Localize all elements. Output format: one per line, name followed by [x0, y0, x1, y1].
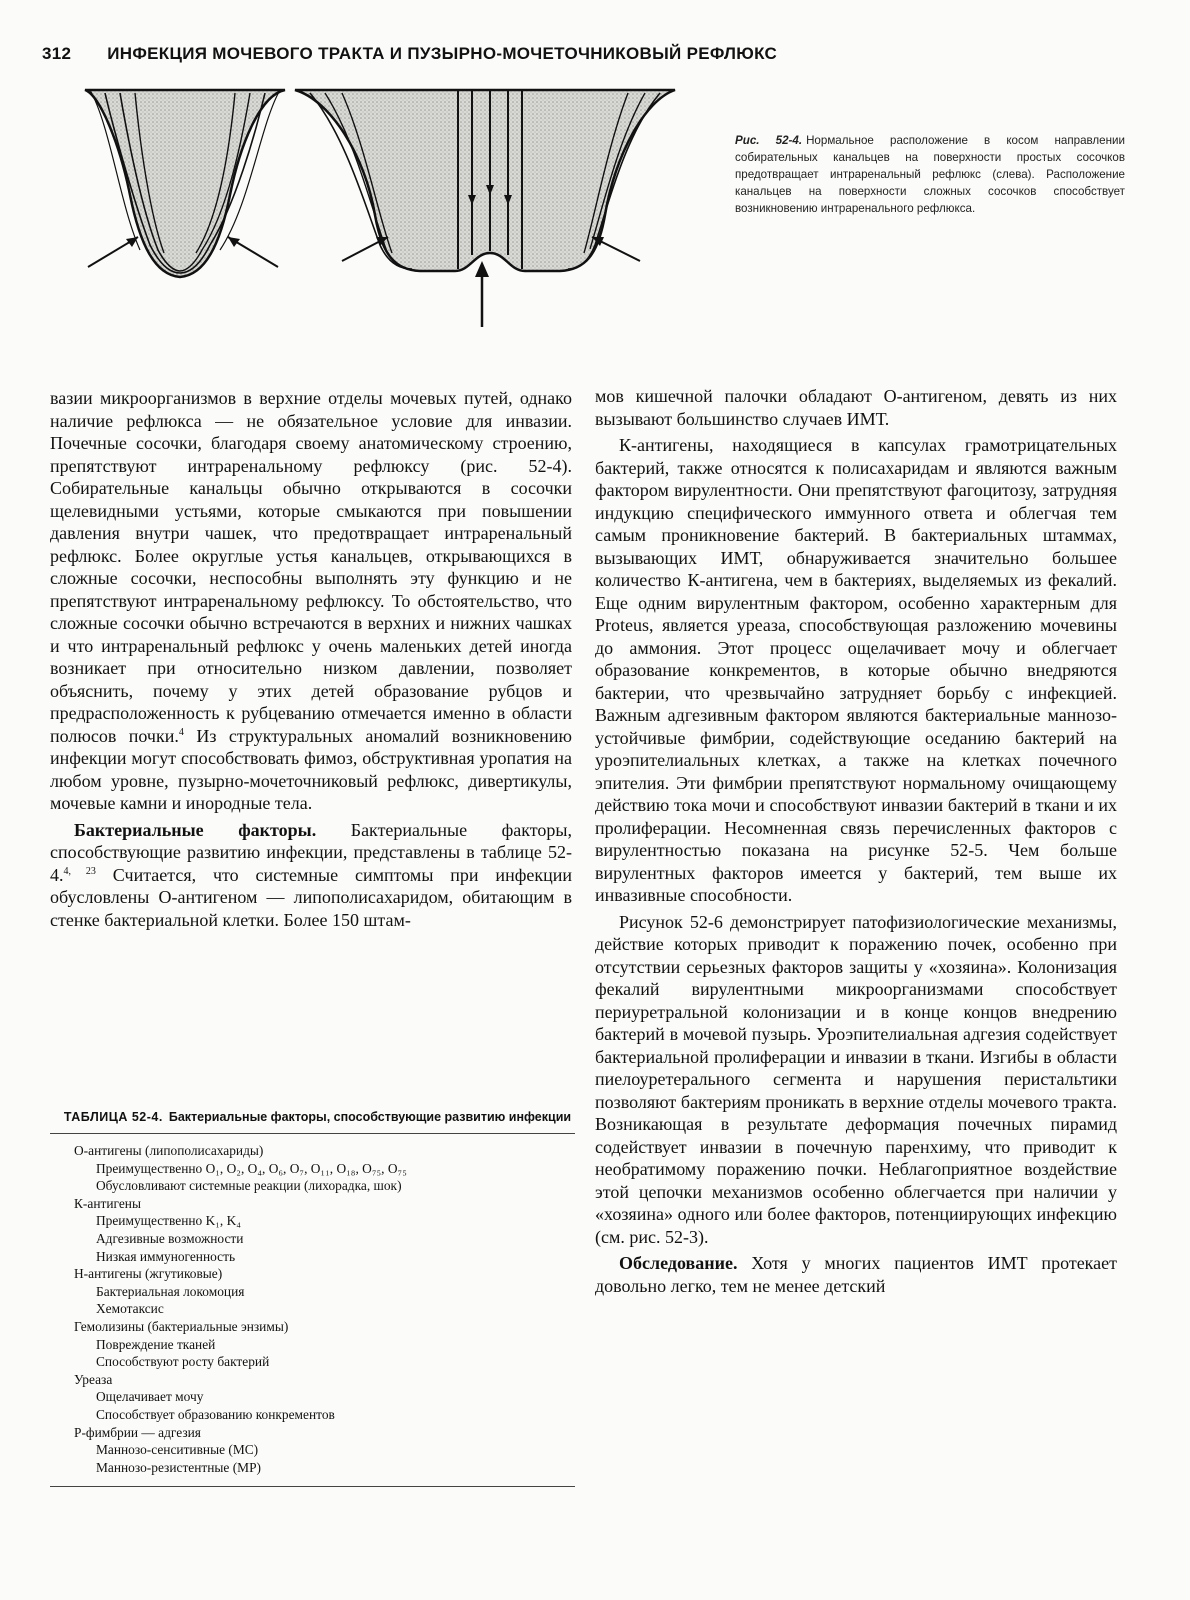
left-paragraph-1b-text: Из структуральных аномалий возникновению инфекции могут способствовать фимоз, обструктивная уропатия на любом уровне, пузырно-мочеточниковый рефлюкс, дивертикулы, мочевые камни и инородные тела.	[50, 725, 572, 813]
table-top-rule	[50, 1133, 575, 1134]
table-sub-row: Маннозо-резистентные (МР)	[96, 1459, 261, 1475]
right-paragraph-3: Рисунок 52-6 демонстрирует патофизиологические механизмы, действие которых приводит к поражению почек, особенно при отсутствии серьезных факторов защиты у «хозяина». Колонизация фекалий вирулентными микроорганизмами способствует периуретральной колонизации и в конце концов внедрению бактерий в мочевой пузырь. Уроэпителиальная адгезия содействует бактериальной пролиферации и инвазии в ткани. Изгибы в области пиелоуретерального сегмента и нарушения перистальтики позволяют бактериям проникать в верхние отделы мочевого тракта. Возникающая в результате деформация почечных пирамид содействует инвазии в почечную паренхиму, что приводит к необратимому поражению почки. Неблагоприятное воздействие этой цепочки механизмов особенно облегчается при наличии у «хозяина» одного или более факторов, потенциирующих инфекцию (см. рис. 52-3).	[595, 911, 1117, 1247]
left-paragraph-1-text: вазии микроорганизмов в верхние отделы мочевых путей, однако наличие рефлюкса — не обязательное условие для инвазии. Почечные сосочки, благодаря своему анатомическому строению, препятствуют интраренальному рефлюксу (рис. 52-4). Собирательные канальцы обычно открываются в сосочки щелевидными устьями, которые смыкаются при повышении давления внутри чашек, что предотвращает интраренальный рефлюкс. Более округлые устья канальцев, открывающихся в сложные сосочки, неспособны выполнять эту функцию и не препятствуют интраренальному рефлюксу. То обстоятельство, что сложные сосочки обычно встречаются в верхних и нижних чашках и что интраренальный рефлюкс у очень маленьких детей иногда возникает при относительно низком давлении, позволяет объяснить, почему у этих детей образование рубцов и предрасположенность к рубцеванию отмечается именно в области полюсов почки.	[50, 388, 572, 746]
table-group-row: Р-фимбрии — адгезия	[74, 1424, 201, 1440]
figure-caption	[735, 132, 1125, 217]
simple-papilla	[85, 90, 285, 277]
table-sub-row: Адгезивные возможности	[96, 1230, 244, 1246]
table-bottom-rule	[50, 1486, 575, 1487]
table-sub-row: Повреждение тканей	[96, 1336, 216, 1352]
left-paragraph-1	[50, 387, 572, 815]
table-sub-row: Обусловливают системные реакции (лихорадка, шок)	[96, 1178, 402, 1194]
table-sub-row: Способствует образованию конкрементов	[96, 1406, 335, 1422]
table-sub-row: Преимущественно O₁, O₂, O₄, O₆, O₇, O₁₁, O₁₈, O₇₅, O₇₅	[96, 1160, 407, 1176]
table-group-row: О-антигены (липополисахариды)	[74, 1143, 264, 1158]
run-in-heading-bacterial: Бактериальные факторы.	[74, 819, 317, 840]
table-sub-row: Бактериальная локомоция	[96, 1283, 245, 1299]
left-paragraph-2	[50, 819, 572, 932]
compound-papilla	[295, 90, 675, 327]
figure-caption-text: Нормальное расположение в косом направлении собирательных канальцев на поверхности простых сосочков предотвращает интраренальный рефлюкс (слева). Расположение канальцев на поверхности сложных сосочков способствует возникновению интраренального рефлюкса.	[735, 134, 1125, 215]
table-sub-row: Преимущественно K₁, K₄	[96, 1213, 241, 1229]
papillae-diagram	[80, 85, 690, 330]
table-sub-row: Ощелачивает мочу	[96, 1389, 204, 1405]
page-number: 312	[42, 44, 72, 63]
table-52-4	[50, 1109, 575, 1487]
table-label: ТАБЛИЦА 52-4.	[63, 1110, 163, 1124]
left-column	[50, 387, 572, 931]
table-sub-row: Маннозо-сенситивные (МС)	[96, 1442, 259, 1458]
table-rows	[74, 1142, 575, 1476]
running-title: ИНФЕКЦИЯ МОЧЕВОГО ТРАКТА И ПУЗЫРНО-МОЧЕТОЧНИКОВЫЙ РЕФЛЮКС	[107, 44, 778, 63]
run-in-heading-exam: Обследование.	[619, 1253, 738, 1273]
table-caption: Бактериальные факторы, способствующие развитию инфекции	[168, 1110, 572, 1124]
table-group-row: К-антигены	[74, 1195, 141, 1211]
right-paragraph-4-text: Хотя у многих пациентов ИМТ протекает довольно легко, тем не менее детский	[595, 1253, 1118, 1296]
table-title	[50, 1109, 575, 1125]
right-paragraph-4	[595, 1252, 1117, 1297]
table-sub-row: Способствуют росту бактерий	[96, 1354, 270, 1370]
figure-papillae	[80, 85, 690, 330]
table-group-row: Уреаза	[74, 1371, 113, 1387]
table-sub-row: Хемотаксис	[96, 1301, 164, 1317]
right-paragraph-1: мов кишечной палочки обладают О-антигеном, девять из них вызывают большинство случаев ИМТ.	[595, 386, 1117, 429]
ref-4-23: 4, 23	[63, 865, 96, 877]
right-column	[595, 385, 1117, 1297]
table-group-row: Н-антигены (жгутиковые)	[74, 1266, 223, 1282]
right-paragraph-2: К-антигены, находящиеся в капсулах грамотрицательных бактерий, также относятся к полисахаридам и являются важным фактором вирулентности. Они препятствуют фагоцитозу, затрудняя индукцию специфического иммунного ответа и облегчая тем самым проникновение бактерий. В бактериальных штаммах, вызывающих ИМТ, обнаруживается значительно большее количество К-антигена, чем в бактериях, выделяемых из фекалий. Еще одним вирулентным фактором, особенно характерным для Proteus, является уреаза, способствующая разложению мочевины до аммония. Этот процесс ощелачивает мочу и облегчает образование конкрементов, в которые обычно внедряются бактерии, что чрезвычайно затрудняет борьбу с инфекцией. Важным адгезивным фактором являются бактериальные маннозо-устойчивые фимбрии, содействующие оседанию бактерий на уроэпителиальных клетках, а также на клетках почечного эпителия. Эти фимбрии препятствуют нормальному очищающему действию тока мочи и способствуют инвазии бактерий в ткани и их пролиферации. Несомненная связь перечисленных факторов с вирулентностью показана на рисунке 52-5. Чем больше вирулентных факторов имеется у бактерий, тем выше их инвазивные способности.	[595, 435, 1117, 905]
page-header	[42, 44, 1152, 64]
left-paragraph-2a-text: Бактериальные факторы, способствующие развитию инфекции, представлены в таблице 52-4.	[50, 819, 573, 885]
table-sub-row: Низкая иммуногенность	[96, 1248, 236, 1264]
figure-label: Рис. 52-4.	[735, 134, 803, 147]
ref-4: 4	[178, 726, 184, 738]
left-paragraph-2b-text: Считается, что системные симптомы при инфекции обусловлены О-антигеном — липополисахаридом, обитающим в стенке бактериальной клетки. Более 150 штам-	[50, 864, 572, 930]
table-group-row: Гемолизины (бактериальные энзимы)	[74, 1318, 289, 1334]
